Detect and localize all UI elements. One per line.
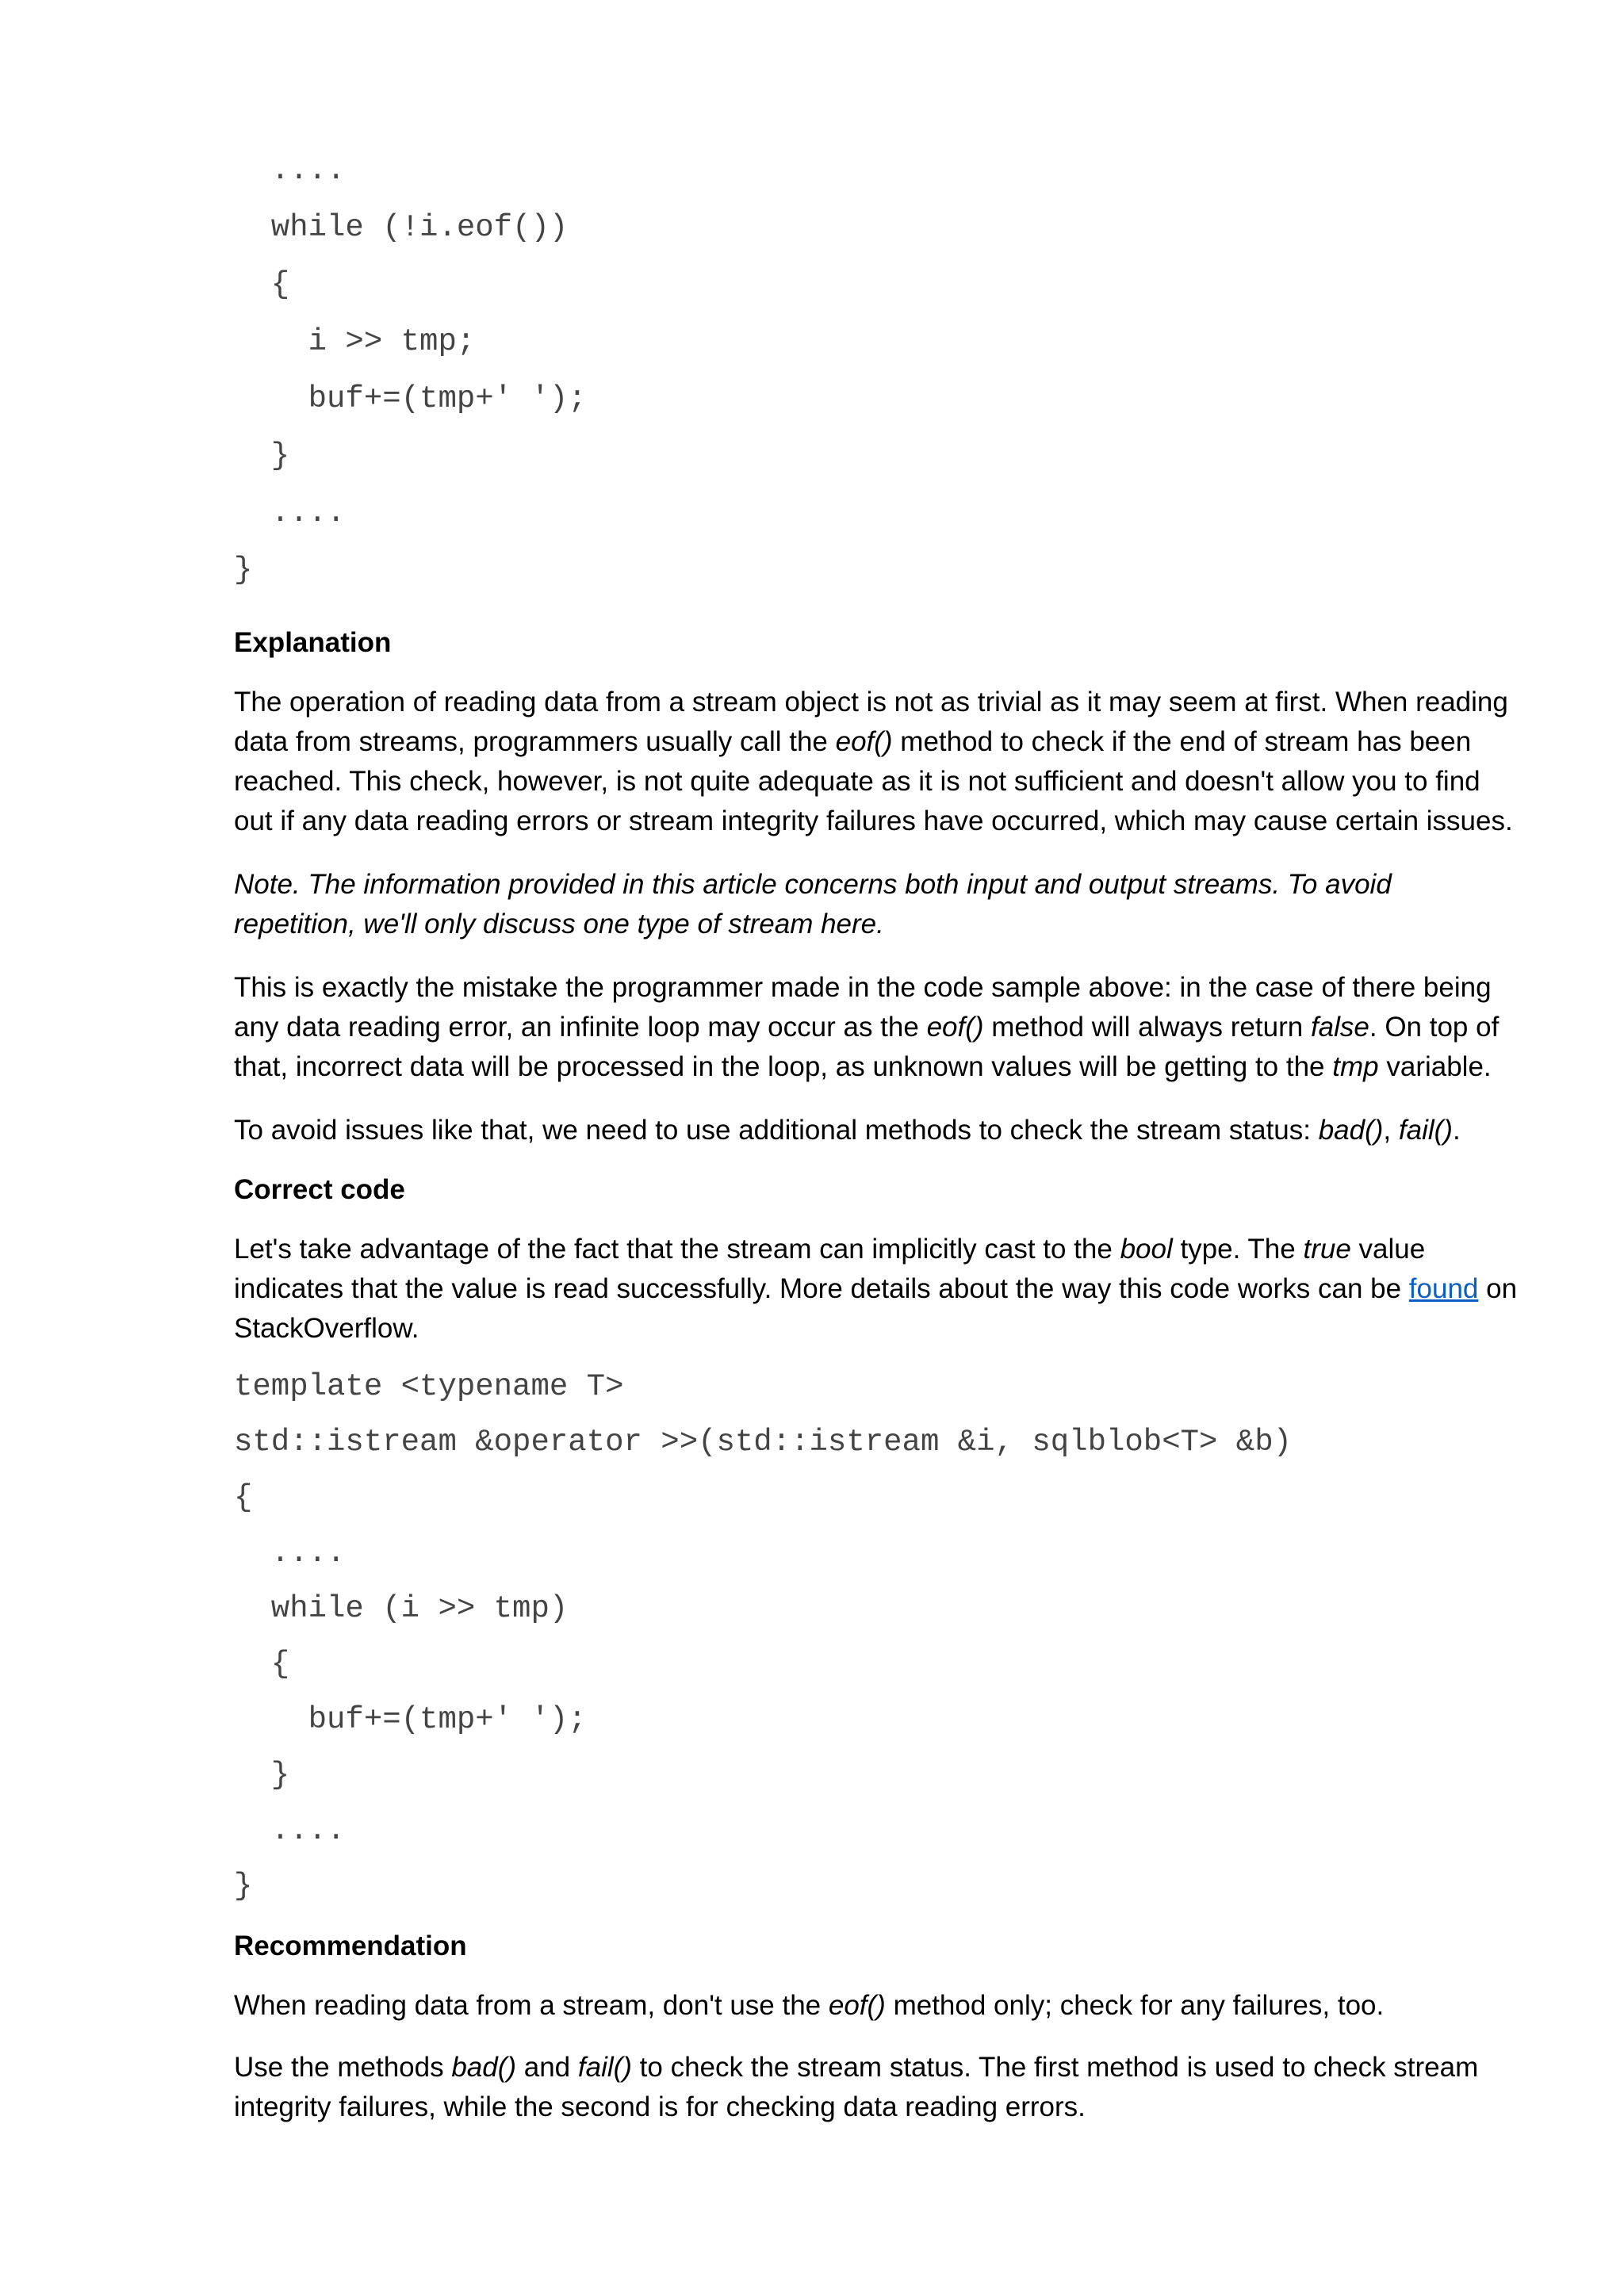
code-line: while (i >> tmp) — [234, 1591, 569, 1626]
code-line: .... — [234, 496, 346, 530]
code-line: .... — [234, 153, 346, 188]
code-line: { — [234, 1647, 290, 1682]
code-line: buf+=(tmp+' '); — [234, 381, 587, 416]
recommendation-paragraph-2: Use the methods bad() and fail() to check the stream status. The first method is used to check stream integrity failures, while the second is for checking data reading errors. — [234, 2052, 1479, 2122]
code-line: } — [234, 438, 290, 473]
section-heading-recommendation: Recommendation — [234, 1931, 467, 1961]
code-line: buf+=(tmp+' '); — [234, 1702, 587, 1737]
code-line: while (!i.eof()) — [234, 210, 569, 245]
code-line: .... — [234, 1536, 346, 1571]
found-link[interactable]: found — [1408, 1273, 1479, 1304]
code-line: std::istream &operator >>(std::istream &i, sqlblob<T> &b) — [234, 1425, 1293, 1460]
mistake-paragraph: This is exactly the mistake the programmer made in the code sample above: in the case of there being any data reading error, an infinite loop may occur as the eof() method will always return false. On top of that, incorrect data will be processed in the loop, as unknown values will be getting to the tmp variable. — [234, 972, 1500, 1082]
code-line: { — [234, 1480, 253, 1515]
note-paragraph: Note. The information provided in this article concerns both input and output streams. To avoid repetition, we'll only discuss one type of stream here. — [234, 869, 1392, 939]
code-line: } — [234, 1758, 290, 1793]
section-heading-correct-code: Correct code — [234, 1174, 405, 1205]
section-heading-explanation: Explanation — [234, 627, 392, 658]
correct-code-paragraph: Let's take advantage of the fact that the stream can implicitly cast to the bool type. The true value indicates that the value is read successfully. More details about the way this code works can be found on StackOverflow. — [234, 1234, 1518, 1344]
code-line: .... — [234, 1813, 346, 1848]
stream-status-paragraph: To avoid issues like that, we need to use additional methods to check the stream status: bad(), fail(). — [234, 1115, 1461, 1146]
code-line: template <typename T> — [234, 1369, 624, 1404]
code-line: { — [234, 267, 290, 302]
explanation-paragraph: The operation of reading data from a stream object is not as trivial as it may seem at first. When reading data from streams, programmers usually call the eof() method to check if the end of stream has been reached. This check, however, is not quite adequate as it is not sufficient and doesn't allow you to find out if any data reading errors or stream integrity failures have occurred, which may cause certain issues. — [234, 687, 1513, 836]
code-line: } — [234, 1869, 253, 1904]
recommendation-paragraph-1: When reading data from a stream, don't use the eof() method only; check for any failures, too. — [234, 1990, 1385, 2021]
code-line: } — [234, 553, 253, 587]
code-line: i >> tmp; — [234, 324, 476, 359]
document-page — [234, 0, 1519, 2296]
